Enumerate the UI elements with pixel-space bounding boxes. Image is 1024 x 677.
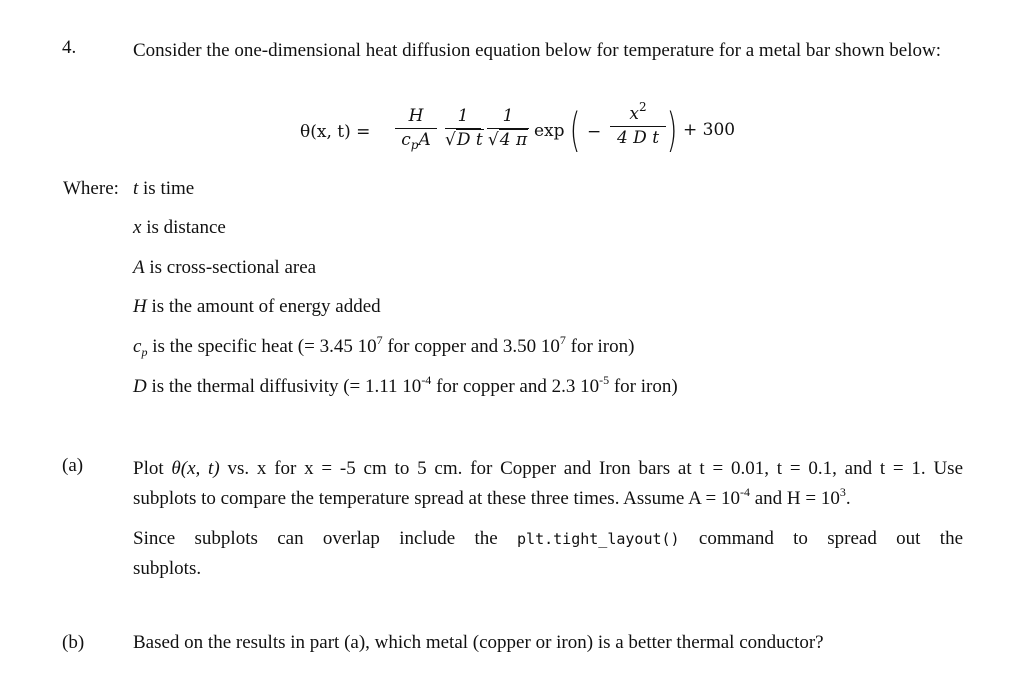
def-h: H is the amount of energy added xyxy=(133,296,381,317)
plus-300: + 300 xyxy=(683,120,736,140)
fraction-numerator: H xyxy=(408,106,424,126)
part-a-line-2: subplots to compare the temperature spread at these three times. Assume $A = 10^{-4}$ and $H = 10^3$. xyxy=(133,485,851,509)
def-t: t is time xyxy=(133,178,195,199)
def-d: D is the thermal diffusivity (= 1.11 $10^{-4}$ for copper and 2.3 $10^{-5}$ for iron) xyxy=(133,373,678,397)
question-number: 4. xyxy=(62,37,77,58)
code-tight-layout: plt.tight_layout() xyxy=(517,530,680,548)
part-b-text: Based on the results in part (a), which metal (copper or iron) is a better thermal conductor? xyxy=(133,632,824,653)
fraction-one-over-sqrt-4pi: 1 √4 π xyxy=(487,106,528,150)
right-paren: ) xyxy=(666,103,678,157)
question-intro: Consider the one-dimensional heat diffusion equation below for temperature for a metal bar shown below: xyxy=(133,40,941,61)
left-paren: ( xyxy=(569,103,581,157)
part-a-label: (a) xyxy=(62,455,84,476)
fraction-x2-over-4dt: $x^2$ 4 D t xyxy=(610,104,666,148)
part-a-line-4: subplots. xyxy=(133,558,202,579)
exp-function: exp xyxy=(534,121,565,141)
def-cp: $c_p$ is the specific heat (= 3.45 $10^7$ for copper and 3.50 $10^7$ for iron) xyxy=(133,333,635,359)
def-x: x is distance xyxy=(133,217,226,238)
fraction-h-over-cpa xyxy=(395,106,437,150)
sqrt-dt: √D t xyxy=(445,130,483,150)
part-a-line-1: Plot θ(x, t) vs. x for x = -5 cm to 5 cm. for Copper and Iron bars at t = 0.01, t = 0.1, and t = 1. Use xyxy=(133,458,964,479)
sqrt-4pi: √4 π xyxy=(487,130,528,150)
minus-sign: − xyxy=(587,122,602,142)
part-a-line-3: Since subplots can overlap include the plt.tight_layout() command to spread out the xyxy=(133,528,963,549)
part-a-text xyxy=(133,454,963,584)
where-label: Where: xyxy=(63,178,119,199)
equation-lhs: θ(x, t) = xyxy=(300,122,371,142)
def-a: A is cross-sectional area xyxy=(133,257,317,278)
fraction-one-over-sqrt-dt: 1 √D t xyxy=(445,106,483,150)
part-b-label: (b) xyxy=(62,632,85,653)
fraction-denominator: $c_pA$ xyxy=(401,130,431,152)
